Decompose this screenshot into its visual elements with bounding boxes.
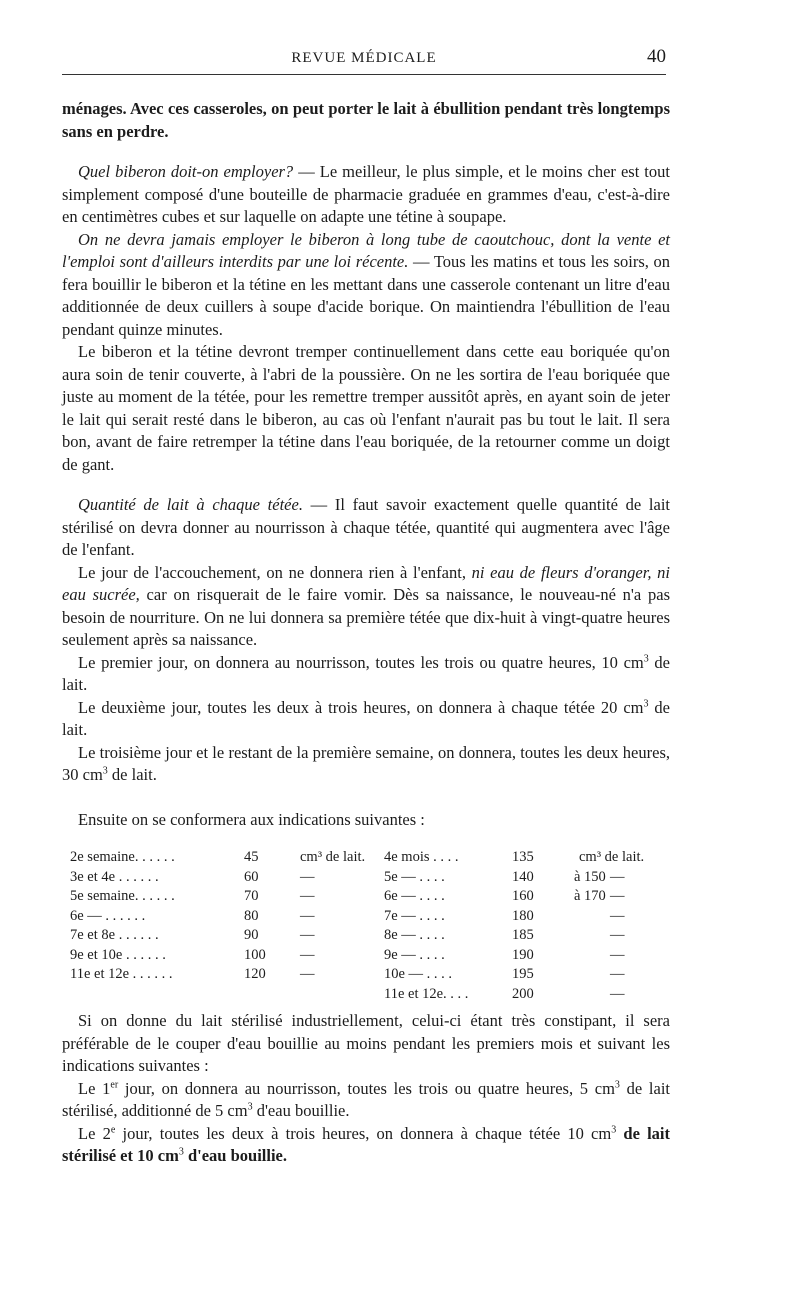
text-run: — Il faut savoir exactement quelle quantité de lait stérilisé on devra donner au nourrisson à chaque tétée, quantité qui augmentera avec l'âge de l'enfant. bbox=[62, 495, 670, 559]
table-cell: — bbox=[610, 907, 625, 924]
table-cell: 5e — . . . . bbox=[384, 868, 445, 885]
table-row bbox=[62, 946, 672, 966]
page-header bbox=[62, 46, 666, 76]
table-cell: — bbox=[610, 985, 625, 1002]
text-run: Le 2 bbox=[78, 1123, 111, 1143]
text-run: jour, on donnera au nourrisson, toutes les trois ou quatre heures, 5 cm bbox=[118, 1078, 615, 1098]
text-run: Le deuxième jour, toutes les deux à trois heures, on donnera à chaque tétée 20 cm bbox=[78, 697, 644, 717]
table-cell: 3e et 4e . . . . . . bbox=[70, 868, 159, 885]
table-row bbox=[62, 868, 672, 888]
text-run: Le premier jour, on donnera au nourrisson, toutes les trois ou quatre heures, 10 cm bbox=[78, 652, 644, 672]
table-cell: — bbox=[610, 946, 625, 963]
text-run: Le biberon et la tétine devront tremper continuellement dans cette eau boriquée qu'on aura soin de tenir couverte, à l'abri de la poussière. On ne les sortira de l'eau boriquée que juste au moment de la tétée, pour les remettre tremper aussitôt après, en ayant soin de jeter le lait qui serait resté dans le biberon, au cas où l'enfant n'aurait pas bu tout le lait. Il sera bon, avant de faire retremper la tétine dans l'eau boriquée, de la retourner comme un doigt de gant. bbox=[62, 342, 670, 474]
table-cell: 120 bbox=[244, 966, 266, 982]
bold-text: de lait stérilisé et 10 cm bbox=[62, 1123, 671, 1165]
text-run: de lait. bbox=[62, 652, 671, 694]
text-run: — Tous les matins et tous les soirs, on fera bouillir le biberon et la tétine en les mettant dans une casserole contenant un litre d'eau additionnée de deux cuillers à soupe d'acide borique. On maintiendra l'ébullition de l'eau pendant quinze minutes. bbox=[62, 252, 670, 339]
table-cell: 10e — . . . . bbox=[384, 966, 453, 982]
table-cell: — bbox=[300, 888, 315, 904]
paragraph bbox=[62, 161, 670, 229]
table-cell: 8e — . . . . bbox=[384, 927, 445, 943]
paragraph bbox=[62, 742, 670, 787]
table-cell: 195 bbox=[512, 966, 534, 982]
italic-text: ni eau de fleurs d'oranger, ni eau sucrée, bbox=[62, 562, 670, 604]
closing-text bbox=[62, 1010, 670, 1168]
table-cell: 2e semaine. . . . . . bbox=[70, 849, 175, 865]
italic-warning: On ne devra jamais employer le biberon à long tube de caoutchouc, dont la vente et l'emploi sont d'ailleurs interdits par une loi récente. bbox=[62, 229, 670, 271]
paragraph bbox=[62, 1123, 670, 1168]
table-cell: — bbox=[610, 966, 625, 982]
section-heading: Quel biberon doit-on employer? bbox=[78, 162, 294, 181]
table-cell: — bbox=[610, 888, 625, 904]
table-cell: 7e — . . . . bbox=[384, 907, 445, 924]
table-cell: 185 bbox=[512, 927, 534, 943]
superscript: e bbox=[110, 1124, 116, 1135]
text-run: de lait stérilisé, additionné de 5 cm bbox=[62, 1078, 671, 1120]
paragraph bbox=[62, 494, 670, 562]
table-cell: 90 bbox=[244, 927, 259, 943]
table-cell: — bbox=[610, 927, 625, 943]
table-cell: — bbox=[300, 966, 315, 982]
table-cell: — bbox=[300, 946, 315, 963]
table-cell: 6e — . . . . bbox=[384, 888, 445, 904]
superscript: 3 bbox=[643, 698, 649, 709]
text-run: ménages. Avec ces casseroles, on peut porter le lait à ébullition pendant très longtemps sans en perdre. bbox=[62, 99, 670, 141]
paragraph bbox=[62, 1078, 670, 1123]
table-cell: 140 bbox=[512, 868, 534, 885]
table-cell: 135 bbox=[512, 849, 534, 865]
running-title: REVUE MÉDICALE bbox=[291, 50, 437, 66]
table-cell: 160 bbox=[512, 888, 534, 904]
table-cell: cm³ de lait. bbox=[579, 849, 645, 865]
table-cell: 9e et 10e . . . . . . bbox=[70, 946, 166, 963]
bold-text: d'eau bouillie. bbox=[183, 1146, 287, 1165]
table-cell: cm³ de lait. bbox=[300, 849, 366, 865]
paragraph bbox=[62, 562, 670, 652]
superscript: 3 bbox=[247, 1101, 253, 1113]
table-cell: — bbox=[300, 907, 315, 924]
table-cell: 70 bbox=[244, 888, 259, 904]
table-cell: — bbox=[610, 868, 625, 885]
table-cell: 11e et 12e. . . . bbox=[384, 985, 469, 1002]
table-row bbox=[62, 926, 672, 946]
paragraph bbox=[62, 98, 670, 143]
text-run: de lait. bbox=[62, 697, 670, 739]
superscript: 3 bbox=[614, 1079, 620, 1090]
superscript: er bbox=[110, 1079, 119, 1090]
table-cell: 180 bbox=[512, 907, 534, 924]
superscript: 3 bbox=[178, 1146, 184, 1158]
paragraph bbox=[62, 809, 670, 832]
text-run: Le 1 bbox=[78, 1078, 111, 1098]
paragraph bbox=[62, 341, 670, 476]
table-cell: 6e — . . . . . . bbox=[70, 907, 146, 924]
feeding-table bbox=[62, 848, 672, 1004]
text-run: Le troisième jour et le restant de la première semaine, on donnera, toutes les deux heures, 30 cm bbox=[62, 742, 670, 784]
table-cell: 5e semaine. . . . . . bbox=[70, 888, 175, 904]
table-row bbox=[62, 965, 672, 985]
table-row bbox=[62, 985, 672, 1005]
table-cell: 100 bbox=[244, 946, 266, 963]
paragraph bbox=[62, 652, 670, 697]
table-cell: 45 bbox=[244, 849, 259, 865]
table-cell: 11e et 12e . . . . . . bbox=[70, 966, 173, 982]
table-row bbox=[62, 907, 672, 927]
table-cell: 190 bbox=[512, 946, 534, 963]
table-cell: 200 bbox=[512, 985, 534, 1002]
section-heading: Quantité de lait à chaque tétée. bbox=[78, 495, 303, 514]
header-rule bbox=[62, 74, 666, 75]
superscript: 3 bbox=[643, 653, 649, 664]
text-run: Ensuite on se conformera aux indications suivantes : bbox=[78, 809, 425, 829]
text-run: — Le meilleur, le plus simple, et le moins cher est tout simplement composé d'une bouteille de pharmacie graduée en grammes d'eau, c'est-à-dire en centimètres cubes et sur laquelle on adapte une tétine à soupape. bbox=[62, 162, 670, 226]
table-cell: 80 bbox=[244, 907, 259, 924]
table-cell: — bbox=[300, 927, 315, 943]
superscript: 3 bbox=[611, 1124, 617, 1135]
text-run: jour, toutes les deux à trois heures, on donnera à chaque tétée 10 cm bbox=[115, 1123, 612, 1143]
table-row bbox=[62, 848, 672, 868]
page-number: 40 bbox=[647, 46, 666, 67]
table-cell: à 150 bbox=[574, 868, 606, 885]
table-row bbox=[62, 887, 672, 907]
text-run: car on risquerait de le faire vomir. Dès sa naissance, le nouveau-né n'a pas besoin de nourriture. On ne lui donnera sa première tétée que dix-huit à vingt-quatre heures seulement après sa naissance. bbox=[62, 585, 670, 649]
table-cell: 7e et 8e . . . . . . bbox=[70, 927, 159, 943]
table-cell: 9e — . . . . bbox=[384, 946, 445, 963]
paragraph bbox=[62, 1010, 670, 1078]
table-cell: à 170 bbox=[574, 888, 606, 904]
table-cell: — bbox=[300, 868, 315, 885]
text-run: Le jour de l'accouchement, on ne donnera rien à l'enfant, bbox=[78, 562, 472, 582]
text-run: de lait. bbox=[107, 765, 157, 784]
main-text bbox=[62, 98, 670, 831]
text-run: d'eau bouillie. bbox=[252, 1101, 350, 1120]
superscript: 3 bbox=[102, 765, 108, 777]
table-cell: 60 bbox=[244, 868, 259, 885]
text-run: Si on donne du lait stérilisé industriellement, celui-ci étant très constipant, il sera préférable de le couper d'eau bouillie au moins pendant les premiers mois et suivant les indications suivantes : bbox=[62, 1011, 670, 1075]
paragraph bbox=[62, 697, 670, 742]
paragraph bbox=[62, 229, 670, 342]
table-cell: 4e mois . . . . bbox=[384, 849, 459, 865]
